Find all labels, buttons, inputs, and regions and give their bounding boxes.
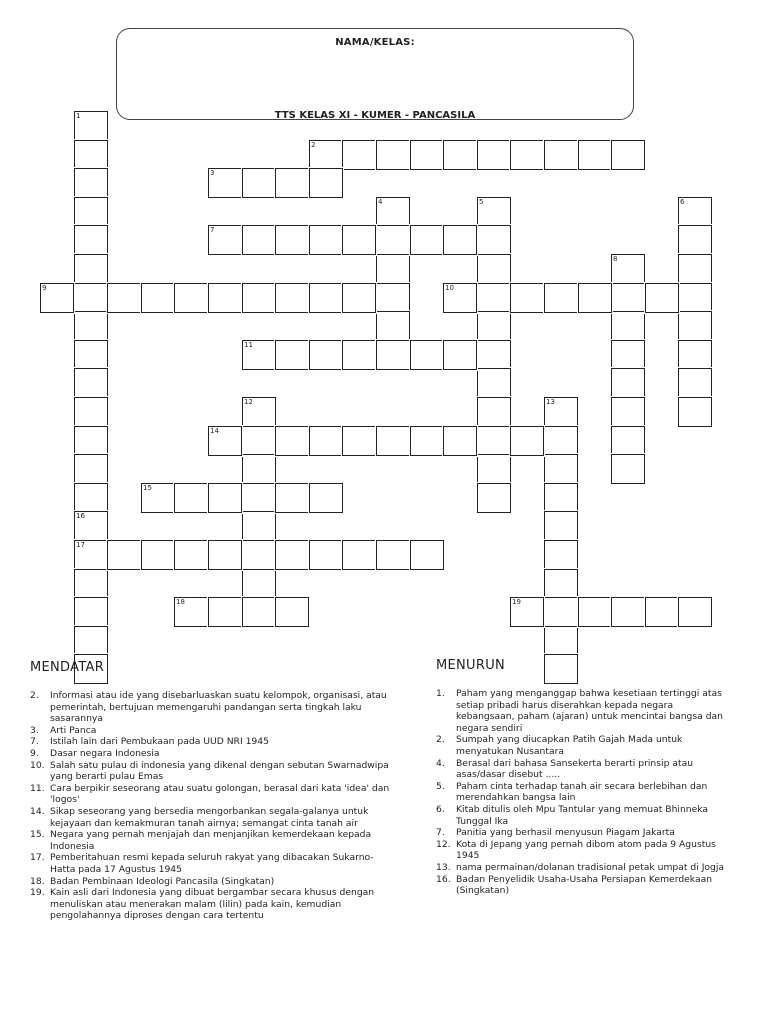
clue-num: 7.: [30, 736, 39, 748]
crossword-cell[interactable]: [342, 340, 376, 370]
crossword-cell[interactable]: [275, 340, 309, 370]
crossword-cell[interactable]: [376, 225, 410, 255]
crossword-cell[interactable]: [376, 340, 410, 370]
clue-num: 7.: [436, 827, 445, 839]
crossword-cell[interactable]: [309, 225, 343, 255]
crossword-cell[interactable]: [242, 426, 276, 456]
clue-number: 18: [176, 598, 185, 606]
crossword-cell[interactable]: [611, 597, 645, 627]
crossword-cell[interactable]: [544, 483, 578, 513]
clue-number: 3: [210, 169, 215, 177]
crossword-cell[interactable]: [376, 254, 410, 284]
crossword-cell[interactable]: [477, 426, 511, 456]
crossword-cell[interactable]: [510, 140, 544, 170]
clue-num: 5.: [436, 780, 445, 792]
crossword-cell[interactable]: [376, 426, 410, 456]
crossword-cell[interactable]: [74, 197, 108, 227]
crossword-cell[interactable]: [678, 225, 712, 255]
crossword-cell[interactable]: [611, 368, 645, 398]
down-title: MENURUN: [436, 658, 506, 673]
clue-number: 14: [210, 427, 219, 435]
clue-text: Berasal dari bahasa Sansekerta berarti prinsip atau asas/dasar disebut .....: [456, 757, 694, 781]
clue-number: 17: [76, 541, 85, 549]
crossword-cell[interactable]: [242, 597, 276, 627]
clue-text: Informasi atau ide yang disebarluaskan suatu kelompok, organisasi, atau pemerintah, bertujuan memengaruhi pandangan serta tingkah laku sasarannya: [50, 690, 387, 725]
crossword-cell[interactable]: [275, 225, 309, 255]
crossword-cell[interactable]: [376, 283, 410, 313]
crossword-cell[interactable]: [611, 454, 645, 484]
crossword-cell[interactable]: [208, 225, 242, 255]
puzzle-title: TTS KELAS XI - KUMER - PANCASILA: [274, 110, 476, 121]
across-clue: [30, 725, 392, 737]
crossword-cell[interactable]: [544, 597, 578, 627]
clue-number: 10: [445, 284, 454, 292]
crossword-cell[interactable]: [443, 340, 477, 370]
down-clue: [436, 758, 732, 781]
crossword-cell[interactable]: [477, 311, 511, 341]
crossword-cell[interactable]: [678, 254, 712, 284]
crossword-cell[interactable]: [645, 597, 679, 627]
crossword-cell[interactable]: [74, 111, 108, 141]
crossword-cell[interactable]: [578, 283, 612, 313]
crossword-cell[interactable]: [107, 283, 141, 313]
crossword-cell[interactable]: [74, 168, 108, 198]
across-clue: [30, 887, 392, 922]
clue-number: 4: [378, 198, 383, 206]
crossword-cell[interactable]: [242, 397, 276, 427]
crossword-cell[interactable]: [208, 426, 242, 456]
clue-text: Paham cinta terhadap tanah air secara berlebihan dan merendahkan bangsa lain: [456, 780, 708, 804]
crossword-cell[interactable]: [410, 426, 444, 456]
crossword-cell[interactable]: [678, 368, 712, 398]
clue-text: Pemberitahuan resmi kepada seluruh rakyat yang dibacakan Sukarno-Hatta pada 17 Agustus 1945: [50, 852, 374, 875]
crossword-cell[interactable]: [443, 140, 477, 170]
crossword-cell[interactable]: [477, 397, 511, 427]
clue-text: Badan Penyelidik Usaha-Usaha Persiapan Kemerdekaan (Singkatan): [456, 873, 713, 897]
crossword-cell[interactable]: [544, 283, 578, 313]
crossword-cell[interactable]: [611, 426, 645, 456]
crossword-cell[interactable]: [141, 483, 175, 513]
crossword-cell[interactable]: [376, 540, 410, 570]
down-clue: [436, 874, 732, 897]
crossword-cell[interactable]: [645, 283, 679, 313]
crossword-cell[interactable]: [342, 426, 376, 456]
across-clue: [30, 690, 392, 725]
crossword-cell[interactable]: [309, 283, 343, 313]
clue-number: 9: [42, 284, 47, 292]
clue-text: Panitia yang berhasil menyusun Piagam Jakarta: [456, 827, 675, 839]
crossword-cell[interactable]: [611, 140, 645, 170]
clue-text: Arti Panca: [50, 724, 97, 736]
crossword-cell[interactable]: [242, 168, 276, 198]
crossword-cell[interactable]: [544, 569, 578, 599]
crossword-cell[interactable]: [74, 254, 108, 284]
crossword-cell[interactable]: [578, 597, 612, 627]
clue-text: Kain asli dari Indonesia yang dibuat bergambar secara khusus dengan menuliskan atau menerakan malam (lilin) pada kain, kemudian pengolahannya diproses dengan cara tertentu: [50, 887, 375, 922]
crossword-cell[interactable]: [74, 569, 108, 599]
crossword-cell[interactable]: [678, 311, 712, 341]
crossword-cell[interactable]: [208, 597, 242, 627]
across-clue: [30, 876, 392, 888]
crossword-cell[interactable]: [309, 483, 343, 513]
crossword-cell[interactable]: [74, 626, 108, 656]
crossword-cell[interactable]: [242, 340, 276, 370]
clue-num: 13.: [436, 861, 451, 873]
clue-number: 13: [546, 398, 555, 406]
crossword-cell[interactable]: [544, 454, 578, 484]
crossword-cell[interactable]: [544, 626, 578, 656]
clue-num: 2.: [30, 690, 39, 701]
crossword-cell[interactable]: [208, 540, 242, 570]
clue-number: 6: [680, 198, 685, 206]
clue-num: 3.: [30, 724, 39, 736]
crossword-cell[interactable]: [242, 569, 276, 599]
crossword-cell[interactable]: [309, 540, 343, 570]
clue-num: 14.: [30, 805, 45, 817]
crossword-cell[interactable]: [141, 540, 175, 570]
clue-number: 12: [244, 398, 253, 406]
across-clue: [30, 806, 392, 829]
crossword-cell[interactable]: [477, 254, 511, 284]
crossword-cell[interactable]: [678, 197, 712, 227]
crossword-cell[interactable]: [376, 197, 410, 227]
crossword-cell[interactable]: [477, 197, 511, 227]
crossword-cell[interactable]: [678, 340, 712, 370]
crossword-cell[interactable]: [275, 540, 309, 570]
crossword-cell[interactable]: [678, 397, 712, 427]
crossword-cell[interactable]: [242, 283, 276, 313]
clue-num: 11.: [30, 782, 45, 794]
crossword-cell[interactable]: [74, 140, 108, 170]
crossword-cell[interactable]: [309, 140, 343, 170]
down-clue: [436, 781, 732, 804]
clue-num: 15.: [30, 829, 45, 841]
clue-text: Negara yang pernah menjajah dan menjanjikan kemerdekaan kepada Indonesia: [50, 829, 372, 852]
crossword-cell[interactable]: [74, 597, 108, 627]
crossword-cell[interactable]: [477, 368, 511, 398]
clue-text: Sikap seseorang yang bersedia mengorbankan segala-galanya untuk kejayaan dan kemakmuran tanah airnya; semangat cinta tanah air: [50, 805, 369, 829]
crossword-cell[interactable]: [74, 454, 108, 484]
crossword-cell[interactable]: [578, 140, 612, 170]
crossword-cell[interactable]: [74, 511, 108, 541]
crossword-cell[interactable]: [208, 283, 242, 313]
clue-text: Salah satu pulau di indonesia yang dikenal dengan sebutan Swarnadwipa yang berarti pulau Emas: [50, 759, 389, 783]
crossword-cell[interactable]: [342, 140, 376, 170]
crossword-cell[interactable]: [74, 397, 108, 427]
crossword-cell[interactable]: [107, 540, 141, 570]
crossword-cell[interactable]: [275, 426, 309, 456]
clue-number: 19: [512, 598, 521, 606]
crossword-cell[interactable]: [174, 540, 208, 570]
crossword-cell[interactable]: [477, 140, 511, 170]
clue-text: Kitab ditulis oleh Mpu Tantular yang memuat Bhinneka Tunggal Ika: [456, 803, 709, 827]
crossword-cell[interactable]: [74, 283, 108, 313]
clue-num: 4.: [436, 757, 445, 769]
crossword-cell[interactable]: [678, 597, 712, 627]
crossword-cell[interactable]: [477, 454, 511, 484]
crossword-cell[interactable]: [275, 483, 309, 513]
crossword-cell[interactable]: [74, 225, 108, 255]
crossword-cell[interactable]: [477, 225, 511, 255]
clue-num: 10.: [30, 759, 45, 771]
clue-num: 2.: [436, 734, 445, 746]
crossword-cell[interactable]: [342, 540, 376, 570]
crossword-cell[interactable]: [309, 168, 343, 198]
crossword-cell[interactable]: [208, 483, 242, 513]
crossword-cell[interactable]: [544, 397, 578, 427]
across-clue-list: [30, 690, 392, 922]
crossword-cell[interactable]: [544, 426, 578, 456]
crossword-cell[interactable]: [544, 511, 578, 541]
clue-number: 5: [479, 198, 484, 206]
crossword-cell[interactable]: [410, 140, 444, 170]
crossword-cell[interactable]: [174, 283, 208, 313]
clue-number: 8: [613, 255, 618, 263]
down-clue: [436, 862, 732, 874]
clue-num: 16.: [436, 873, 451, 885]
clue-number: 15: [143, 484, 152, 492]
clue-text: Cara berpikir seseorang atau suatu golongan, berasal dari kata 'idea' dan 'logos': [50, 782, 390, 806]
clue-number: 2: [311, 141, 316, 149]
crossword-cell[interactable]: [376, 311, 410, 341]
crossword-cell[interactable]: [74, 340, 108, 370]
crossword-cell[interactable]: [40, 283, 74, 313]
clue-text: Istilah lain dari Pembukaan pada UUD NRI 1945: [50, 736, 269, 748]
down-clue: [436, 688, 732, 734]
down-clue: [436, 804, 732, 827]
clue-number: 1: [76, 112, 81, 120]
clue-num: 1.: [436, 688, 445, 699]
crossword-cell[interactable]: [74, 368, 108, 398]
crossword-cell[interactable]: [376, 140, 410, 170]
across-clue: [30, 748, 392, 760]
crossword-cell[interactable]: [510, 597, 544, 627]
crossword-cell[interactable]: [242, 454, 276, 484]
crossword-cell[interactable]: [611, 397, 645, 427]
crossword-cell[interactable]: [544, 654, 578, 684]
crossword-cell[interactable]: [275, 597, 309, 627]
crossword-cell[interactable]: [410, 225, 444, 255]
clue-text: Dasar negara Indonesia: [50, 747, 160, 759]
crossword-cell[interactable]: [242, 540, 276, 570]
clue-text: nama permainan/dolanan tradisional petak umpat di Jogja: [456, 861, 725, 873]
clue-num: 12.: [436, 838, 451, 850]
crossword-cell[interactable]: [309, 340, 343, 370]
crossword-cell[interactable]: [74, 540, 108, 570]
crossword-cell[interactable]: [611, 340, 645, 370]
down-clue: [436, 839, 732, 862]
crossword-cell[interactable]: [611, 254, 645, 284]
crossword-cell[interactable]: [544, 540, 578, 570]
crossword-cell[interactable]: [544, 140, 578, 170]
clue-text: Badan Pembinaan Ideologi Pancasila (Singkatan): [50, 875, 275, 887]
crossword-cell[interactable]: [510, 426, 544, 456]
crossword-cell[interactable]: [275, 168, 309, 198]
clue-text: Sumpah yang diucapkan Patih Gajah Mada untuk menyatukan Nusantara: [456, 734, 683, 757]
across-clue: [30, 736, 392, 748]
clue-number: 16: [76, 512, 85, 520]
crossword-cell[interactable]: [477, 283, 511, 313]
clue-num: 17.: [30, 852, 45, 864]
crossword-cell[interactable]: [242, 225, 276, 255]
crossword-cell[interactable]: [611, 311, 645, 341]
crossword-cell[interactable]: [275, 283, 309, 313]
crossword-cell[interactable]: [510, 283, 544, 313]
down-clue: [436, 734, 732, 757]
crossword-cell[interactable]: [242, 511, 276, 541]
clue-number: 7: [210, 226, 215, 234]
down-clue: [436, 827, 732, 839]
crossword-cell[interactable]: [678, 283, 712, 313]
across-clue: [30, 783, 392, 806]
crossword-cell[interactable]: [477, 483, 511, 513]
crossword-cell[interactable]: [410, 540, 444, 570]
across-clue: [30, 760, 392, 783]
clue-num: 18.: [30, 875, 45, 887]
crossword-cell[interactable]: [74, 483, 108, 513]
clue-num: 6.: [436, 803, 445, 815]
crossword-cell[interactable]: [74, 311, 108, 341]
crossword-cell[interactable]: [342, 283, 376, 313]
crossword-cell[interactable]: [611, 283, 645, 313]
clue-text: Kota di Jepang yang pernah dibom atom pada 9 Agustus 1945: [456, 838, 716, 862]
crossword-cell[interactable]: [342, 225, 376, 255]
clue-text: Paham yang menganggap bahwa kesetiaan tertinggi atas setiap pribadi harus diserahkan kepada negara kebangsaan, paham (ajaran) untuk mencintai bangsa dan negara sendiri: [456, 688, 723, 734]
across-clue: [30, 852, 392, 875]
name-class-label: NAMA/KELAS:: [335, 37, 415, 48]
crossword-cell[interactable]: [141, 283, 175, 313]
down-clue-list: [436, 688, 732, 897]
clue-number: 11: [244, 341, 253, 349]
crossword-cell[interactable]: [477, 340, 511, 370]
clue-num: 19.: [30, 887, 45, 899]
crossword-cell[interactable]: [309, 426, 343, 456]
crossword-cell[interactable]: [443, 283, 477, 313]
crossword-cell[interactable]: [174, 483, 208, 513]
crossword-cell[interactable]: [242, 483, 276, 513]
crossword-cell[interactable]: [443, 426, 477, 456]
crossword-cell[interactable]: [208, 168, 242, 198]
crossword-cell[interactable]: [174, 597, 208, 627]
crossword-cell[interactable]: [443, 225, 477, 255]
across-title: MENDATAR: [30, 660, 105, 675]
crossword-cell[interactable]: [74, 426, 108, 456]
across-clue: [30, 829, 392, 852]
clue-num: 9.: [30, 747, 39, 759]
crossword-cell[interactable]: [410, 340, 444, 370]
